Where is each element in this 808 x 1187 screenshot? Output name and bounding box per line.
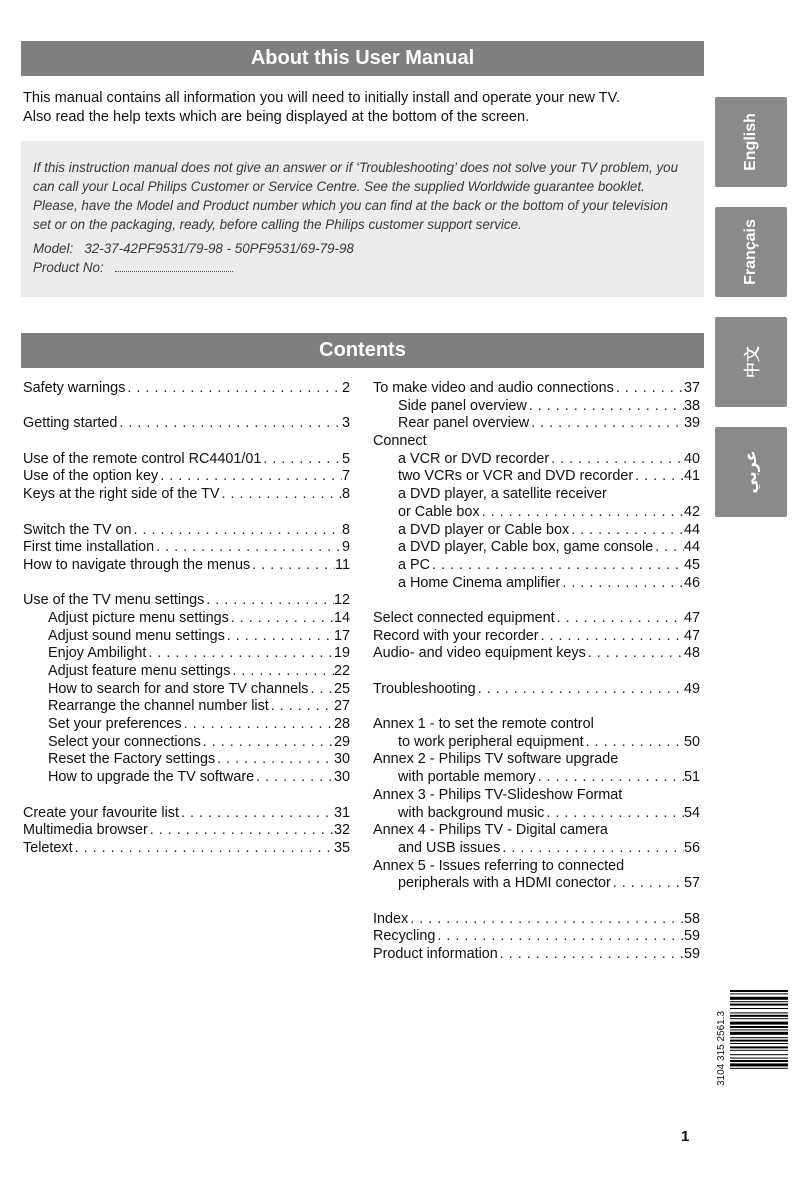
support-info-box: [21, 141, 704, 297]
model-label: Model:: [33, 241, 74, 256]
toc-entry[interactable]: peripherals with a HDMI conector . . . 57: [373, 875, 700, 893]
toc-entry[interactable]: a VCR or DVD recorder . . . 40: [373, 451, 700, 469]
toc-entry[interactable]: How to navigate through the menus . . . 11: [23, 557, 350, 575]
model-value: 32-37-42PF9531/79-98 - 50PF9531/69-79-98: [84, 241, 354, 256]
toc-entry[interactable]: Adjust sound menu settings . . . 17: [23, 628, 350, 646]
toc-right-column: [373, 380, 700, 964]
toc-entry[interactable]: a Home Cinema amplifier . . . 46: [373, 575, 700, 593]
about-title: About this User Manual: [21, 41, 704, 76]
intro-line: Also read the help texts which are being displayed at the bottom of the screen.: [23, 109, 530, 125]
toc-entry[interactable]: Use of the remote control RC4401/01 . . . 5: [23, 451, 350, 469]
toc-entry[interactable]: Side panel overview . . . 38: [373, 398, 700, 416]
toc-entry[interactable]: Create your favourite list . . . 31: [23, 805, 350, 823]
toc-entry[interactable]: Switch the TV on . . . 8: [23, 522, 350, 540]
toc-entry: Annex 1 - to set the remote control: [373, 716, 594, 733]
toc-entry[interactable]: Use of the option key . . . 7: [23, 468, 350, 486]
toc-entry[interactable]: Product information . . . 59: [373, 946, 700, 964]
toc-entry[interactable]: First time installation . . . 9: [23, 539, 350, 557]
page-number: 1: [681, 1128, 690, 1145]
toc-entry[interactable]: Rear panel overview . . . 39: [373, 415, 700, 433]
toc-entry[interactable]: Teletext . . . 35: [23, 840, 350, 858]
tab-arabic[interactable]: عربي: [715, 427, 787, 517]
product-label: Product No:: [33, 260, 104, 275]
toc-left-column: [23, 380, 350, 858]
toc-entry[interactable]: Troubleshooting . . . 49: [373, 681, 700, 699]
toc-entry[interactable]: Select connected equipment . . . 47: [373, 610, 700, 628]
toc-entry[interactable]: Audio- and video equipment keys . . . 48: [373, 645, 700, 663]
product-number-blank: [115, 261, 233, 272]
toc-entry[interactable]: Rearrange the channel number list . . . 27: [23, 698, 350, 716]
toc-entry[interactable]: two VCRs or VCR and DVD recorder . . . 41: [373, 468, 700, 486]
toc-entry[interactable]: Safety warnings . . . 2: [23, 380, 350, 398]
barcode-icon: [730, 990, 788, 1130]
toc-entry[interactable]: How to upgrade the TV software . . . 30: [23, 769, 350, 787]
info-line: set or on the packaging, ready, before calling the Philips customer support service.: [33, 217, 522, 232]
toc-entry[interactable]: with background music . . . 54: [373, 805, 700, 823]
toc-entry[interactable]: To make video and audio connections . . . 37: [373, 380, 700, 398]
info-line: Please, have the Model and Product number which you can find at the back or the bottom of your television: [33, 198, 668, 213]
contents-title: Contents: [21, 333, 704, 368]
toc-entry[interactable]: Use of the TV menu settings . . . 12: [23, 592, 350, 610]
model-line: [33, 239, 692, 258]
toc-entry[interactable]: Index . . . 58: [373, 911, 700, 929]
toc-entry[interactable]: How to search for and store TV channels . . . 25: [23, 681, 350, 699]
toc-entry[interactable]: a PC . . . 45: [373, 557, 700, 575]
toc-entry[interactable]: Keys at the right side of the TV . . . 8: [23, 486, 350, 504]
intro-line: This manual contains all information you will need to initially install and operate your new TV.: [23, 90, 621, 106]
tab-chinese[interactable]: 中文: [715, 317, 787, 407]
toc-entry: a DVD player, a satellite receiver: [398, 486, 607, 503]
toc-entry[interactable]: Adjust picture menu settings . . . 14: [23, 610, 350, 628]
toc-entry[interactable]: and USB issues . . . 56: [373, 840, 700, 858]
toc-entry[interactable]: Record with your recorder . . . 47: [373, 628, 700, 646]
toc-entry[interactable]: Select your connections . . . 29: [23, 734, 350, 752]
toc-entry[interactable]: Recycling . . . 59: [373, 928, 700, 946]
toc-entry[interactable]: a DVD player, Cable box, game console . . . 44: [373, 539, 700, 557]
toc-entry[interactable]: Reset the Factory settings . . . 30: [23, 751, 350, 769]
toc-entry[interactable]: Multimedia browser . . . 32: [23, 822, 350, 840]
toc-entry[interactable]: Set your preferences . . . 28: [23, 716, 350, 734]
toc-entry: Annex 5 - Issues referring to connected: [373, 857, 625, 874]
intro-text: [23, 89, 703, 127]
toc-entry: Annex 4 - Philips TV - Digital camera: [373, 822, 608, 839]
toc-entry: Annex 2 - Philips TV software upgrade: [373, 751, 619, 768]
toc-entry[interactable]: or Cable box . . . 42: [373, 504, 700, 522]
toc-entry[interactable]: Adjust feature menu settings . . . 22: [23, 663, 350, 681]
product-line: [33, 258, 692, 277]
toc-entry[interactable]: to work peripheral equipment . . . 50: [373, 734, 700, 752]
toc-entry[interactable]: with portable memory . . . 51: [373, 769, 700, 787]
info-line: can call your Local Philips Customer or Service Centre. See the supplied Worldwide guarantee booklet.: [33, 179, 645, 194]
toc-entry[interactable]: Getting started . . . 3: [23, 415, 350, 433]
toc-entry[interactable]: a DVD player or Cable box . . . 44: [373, 522, 700, 540]
toc-entry[interactable]: Enjoy Ambilight . . . 19: [23, 645, 350, 663]
toc-heading: Connect: [373, 433, 427, 450]
tab-francais[interactable]: Français: [715, 207, 787, 297]
barcode-number: 3104 315 2561.3: [716, 1010, 727, 1086]
toc-entry: Annex 3 - Philips TV-Slideshow Format: [373, 786, 623, 803]
info-line: If this instruction manual does not give an answer or if ‘Troubleshooting’ does not solve your TV problem, you: [33, 160, 679, 175]
tab-english[interactable]: English: [715, 97, 787, 187]
